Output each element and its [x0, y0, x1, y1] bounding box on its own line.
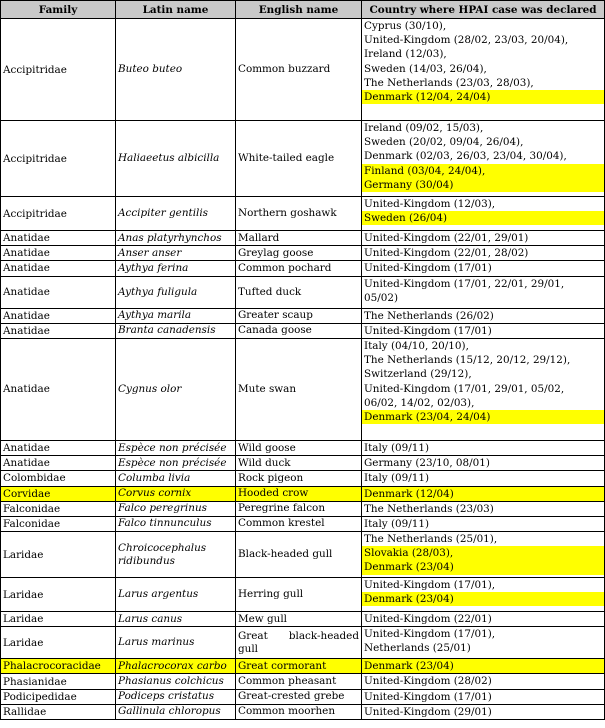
table-row: [1, 19, 605, 121]
latin-name-cell: Aythya fuligula: [116, 276, 236, 308]
latin-name-cell: Espèce non précisée: [116, 456, 236, 471]
family-cell: Accipitridae: [1, 19, 116, 121]
country-line: Netherlands (25/01): [364, 642, 471, 655]
english-name-cell: White-tailed eagle: [236, 121, 362, 197]
family-cell: Rallidae: [1, 704, 116, 719]
family-cell: Anatidae: [1, 276, 116, 308]
table-row: [1, 440, 605, 455]
country-line: United-Kingdom (28/02, 23/03, 20/04),: [364, 34, 569, 47]
table-row: [1, 246, 605, 261]
latin-name-cell: Buteo buteo: [116, 19, 236, 121]
latin-name-cell: Cygnus olor: [116, 338, 236, 440]
country-line: Italy (09/11): [364, 472, 430, 485]
country-cell: [362, 440, 605, 455]
latin-name-cell: Podiceps cristatus: [116, 689, 236, 704]
latin-name-cell: Corvus cornix: [116, 486, 236, 501]
english-name-cell: Great cormorant: [236, 659, 362, 674]
family-cell: Falconidae: [1, 501, 116, 516]
country-line: United-Kingdom (17/01): [364, 262, 492, 275]
table-row: [1, 121, 605, 197]
family-cell: Laridae: [1, 532, 116, 578]
country-line: Germany (30/04): [362, 178, 604, 192]
table-row: [1, 338, 605, 440]
country-line: United-Kingdom (22/01, 29/01): [364, 232, 529, 244]
country-line: The Netherlands (25/01),: [364, 533, 498, 546]
header-country: Country where HPAI case was declared: [362, 1, 605, 19]
family-cell: Anatidae: [1, 338, 116, 440]
country-cell: [362, 308, 605, 323]
table-row: [1, 308, 605, 323]
english-name-cell: Common krestel: [236, 516, 362, 531]
table-row: [1, 456, 605, 471]
family-cell: Phalacrocoracidae: [1, 659, 116, 674]
country-cell: [362, 246, 605, 261]
english-name-cell: Common moorhen: [236, 704, 362, 719]
family-cell: Corvidae: [1, 486, 116, 501]
country-line: United-Kingdom (17/01, 29/01, 05/02,: [364, 382, 565, 395]
english-name-cell: Northern goshawk: [236, 197, 362, 231]
country-cell: [362, 338, 605, 440]
family-cell: Colombidae: [1, 471, 116, 486]
english-name-cell: Canada goose: [236, 323, 362, 338]
english-name-cell: Peregrine falcon: [236, 501, 362, 516]
country-line: The Netherlands (23/03): [364, 502, 494, 515]
country-cell: [362, 486, 605, 501]
latin-name-cell: Larus marinus: [116, 627, 236, 659]
table-row: [1, 532, 605, 578]
country-line: Cyprus (30/10),: [364, 20, 447, 32]
english-name-cell: Greater scaup: [236, 308, 362, 323]
country-line: Italy (09/11): [364, 517, 430, 530]
table-row: [1, 323, 605, 338]
english-name-cell: Tufted duck: [236, 276, 362, 308]
country-cell: [362, 501, 605, 516]
latin-name-cell: Gallinula chloropus: [116, 704, 236, 719]
country-line: United-Kingdom (22/01, 28/02): [364, 247, 529, 260]
country-cell: [362, 704, 605, 719]
latin-name-cell: Haliaeetus albicilla: [116, 121, 236, 197]
country-cell: [362, 261, 605, 276]
country-cell: [362, 578, 605, 612]
english-name-cell: Wild goose: [236, 440, 362, 455]
latin-name-cell: Aythya marila: [116, 308, 236, 323]
country-line: United-Kingdom (12/03),: [364, 198, 496, 210]
table-row: [1, 659, 605, 674]
country-line: Germany (23/10, 08/01): [364, 457, 490, 470]
family-cell: Podicipedidae: [1, 689, 116, 704]
table-row: [1, 471, 605, 486]
latin-name-cell: Larus canus: [116, 612, 236, 627]
latin-name-cell: Falco tinnunculus: [116, 516, 236, 531]
header-english-name: English name: [236, 1, 362, 19]
table-row: [1, 197, 605, 231]
latin-name-cell: Anas platyrhynchos: [116, 231, 236, 246]
latin-name-cell: Espèce non précisée: [116, 440, 236, 455]
table-row: [1, 627, 605, 659]
table-row: [1, 674, 605, 689]
country-line: United-Kingdom (17/01),: [364, 579, 496, 592]
country-line: Switzerland (29/12),: [364, 368, 472, 381]
country-line: United-Kingdom (17/01): [364, 690, 492, 703]
english-name-cell: Greylag goose: [236, 246, 362, 261]
country-line: Denmark (23/04): [362, 659, 604, 673]
latin-name-cell: Accipiter gentilis: [116, 197, 236, 231]
english-name-cell: Wild duck: [236, 456, 362, 471]
family-cell: Laridae: [1, 627, 116, 659]
country-line: Sweden (14/03, 26/04),: [364, 62, 487, 75]
header-row: [1, 1, 605, 19]
country-cell: [362, 659, 605, 674]
country-line: Italy (09/11): [364, 441, 430, 454]
latin-name-cell: Falco peregrinus: [116, 501, 236, 516]
english-name-cell: Mew gull: [236, 612, 362, 627]
english-name-cell: Common pheasant: [236, 674, 362, 689]
english-name-cell: Common pochard: [236, 261, 362, 276]
table-row: [1, 276, 605, 308]
country-line: 05/02): [364, 291, 398, 304]
table-row: [1, 501, 605, 516]
country-line: The Netherlands (23/03, 28/03),: [364, 76, 534, 89]
english-name-cell: Great-crested grebe: [236, 689, 362, 704]
family-cell: Falconidae: [1, 516, 116, 531]
english-name-cell: Mute swan: [236, 338, 362, 440]
country-line: United-Kingdom (17/01),: [364, 628, 496, 641]
latin-name-cell: Aythya ferina: [116, 261, 236, 276]
table-row: [1, 612, 605, 627]
family-cell: Laridae: [1, 612, 116, 627]
family-cell: Anatidae: [1, 323, 116, 338]
country-cell: [362, 456, 605, 471]
table-row: [1, 704, 605, 719]
country-line: The Netherlands (26/02): [364, 309, 494, 322]
country-cell: [362, 197, 605, 231]
english-name-cell: Rock pigeon: [236, 471, 362, 486]
table-row: [1, 689, 605, 704]
table-row: [1, 516, 605, 531]
header-family: Family: [1, 1, 116, 19]
english-name-cell: Mallard: [236, 231, 362, 246]
header-latin-name: Latin name: [116, 1, 236, 19]
table-row: [1, 261, 605, 276]
country-line: 06/02, 14/02, 02/03),: [364, 396, 475, 409]
country-line: Slovakia (28/03),: [362, 546, 604, 560]
country-line: Denmark (23/04): [362, 560, 604, 574]
english-name-cell: Hooded crow: [236, 486, 362, 501]
country-cell: [362, 689, 605, 704]
latin-name-cell: Columba livia: [116, 471, 236, 486]
country-line: The Netherlands (15/12, 20/12, 29/12),: [364, 354, 571, 367]
family-cell: Accipitridae: [1, 121, 116, 197]
table-row: [1, 231, 605, 246]
latin-name-cell: Chroicocephalus ridibundus: [116, 532, 236, 578]
latin-name-cell: Phalacrocorax carbo: [116, 659, 236, 674]
country-cell: [362, 516, 605, 531]
table-row: [1, 486, 605, 501]
country-cell: [362, 627, 605, 659]
country-line: Denmark (12/04, 24/04): [362, 90, 604, 104]
country-cell: [362, 276, 605, 308]
latin-name-cell: Branta canadensis: [116, 323, 236, 338]
english-name-cell: Common buzzard: [236, 19, 362, 121]
country-line: Finland (03/04, 24/04),: [362, 164, 604, 178]
latin-name-cell: Anser anser: [116, 246, 236, 261]
country-cell: [362, 19, 605, 121]
table-row: [1, 578, 605, 612]
family-cell: Anatidae: [1, 231, 116, 246]
latin-name-cell: Larus argentus: [116, 578, 236, 612]
family-cell: Phasianidae: [1, 674, 116, 689]
english-name-cell: Great black-headed gull: [236, 627, 362, 659]
english-name-cell: Herring gull: [236, 578, 362, 612]
country-line: Denmark (02/03, 26/03, 23/04, 30/04),: [364, 150, 567, 163]
country-line: Ireland (09/02, 15/03),: [364, 122, 484, 134]
country-cell: [362, 674, 605, 689]
country-line: United-Kingdom (22/01): [364, 613, 492, 626]
family-cell: Anatidae: [1, 456, 116, 471]
family-cell: Anatidae: [1, 246, 116, 261]
country-cell: [362, 532, 605, 578]
country-line: United-Kingdom (17/01): [364, 324, 492, 337]
table-body: [1, 19, 605, 720]
family-cell: Anatidae: [1, 308, 116, 323]
english-name-cell: Black-headed gull: [236, 532, 362, 578]
country-line: United-Kingdom (29/01): [364, 705, 492, 718]
country-line: Sweden (26/04): [362, 211, 604, 225]
country-cell: [362, 471, 605, 486]
latin-name-cell: Phasianus colchicus: [116, 674, 236, 689]
family-cell: Anatidae: [1, 261, 116, 276]
country-line: Sweden (20/02, 09/04, 26/04),: [364, 136, 524, 149]
family-cell: Anatidae: [1, 440, 116, 455]
family-cell: Accipitridae: [1, 197, 116, 231]
family-cell: Laridae: [1, 578, 116, 612]
country-cell: [362, 121, 605, 197]
country-cell: [362, 231, 605, 246]
country-line: Denmark (23/04, 24/04): [362, 410, 604, 424]
country-line: Denmark (23/04): [362, 592, 604, 606]
country-line: Ireland (12/03),: [364, 48, 447, 61]
country-line: Denmark (12/04): [362, 487, 604, 501]
country-line: Italy (04/10, 20/10),: [364, 339, 469, 352]
country-line: United-Kingdom (28/02): [364, 675, 492, 688]
country-cell: [362, 323, 605, 338]
country-cell: [362, 612, 605, 627]
country-line: United-Kingdom (17/01, 22/01, 29/01,: [364, 277, 565, 290]
